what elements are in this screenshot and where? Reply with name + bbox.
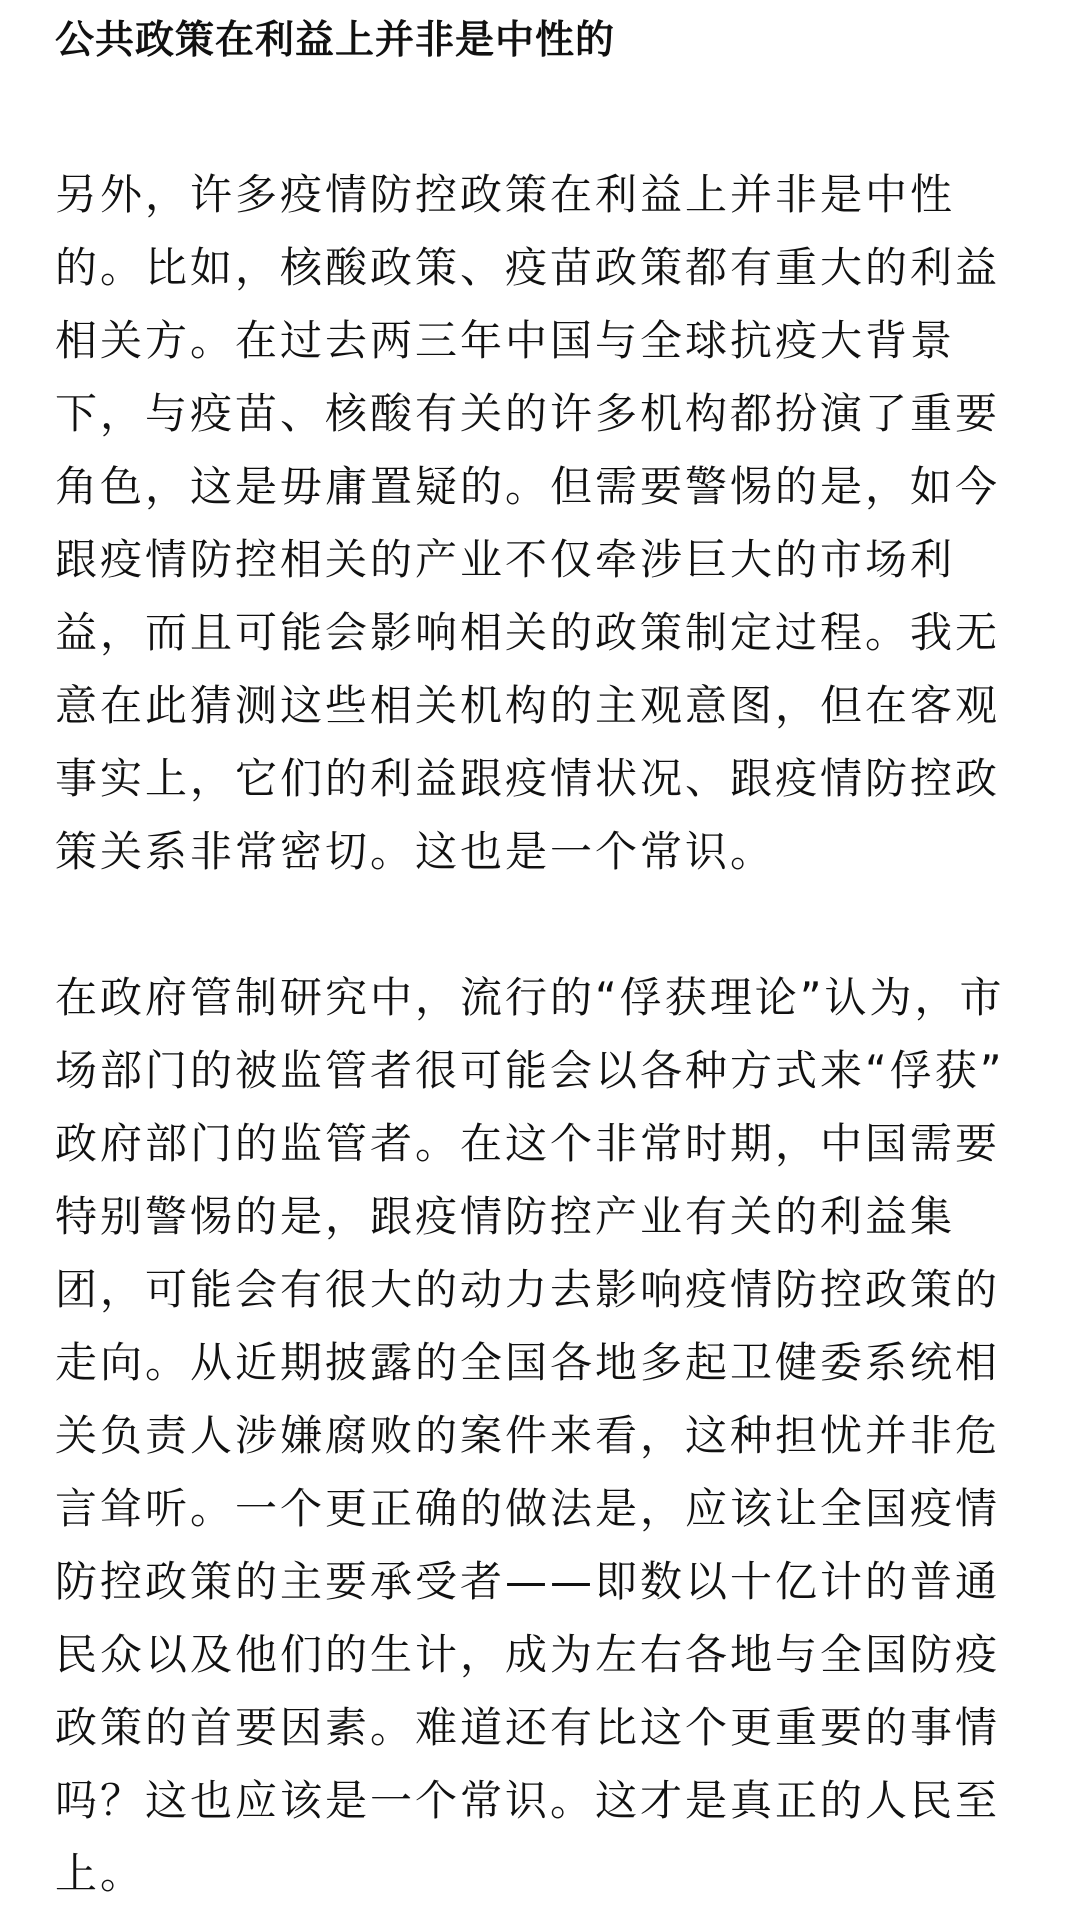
paragraph-line: 言耸听。一个更正确的做法是，应该让全国疫情 — [55, 1484, 1001, 1533]
paragraph-line: 的。比如，核酸政策、疫苗政策都有重大的利益 — [55, 243, 1001, 292]
paragraph-line: 团，可能会有很大的动力去影响疫情防控政策的 — [55, 1265, 1001, 1314]
paragraph-line: 下，与疫苗、核酸有关的许多机构都扮演了重要 — [55, 389, 1001, 438]
article-heading: 公共政策在利益上并非是中性的 — [55, 18, 616, 63]
article — [55, 0, 1035, 1910]
paragraph-line: 防控政策的主要承受者——即数以十亿计的普通 — [55, 1557, 1001, 1606]
paragraph-line: 政策的首要因素。难道还有比这个更重要的事情 — [55, 1703, 1001, 1752]
paragraph-line: 在政府管制研究中，流行的“俘获理论”认为，市 — [55, 973, 1005, 1022]
paragraph-line: 关负责人涉嫌腐败的案件来看，这种担忧并非危 — [55, 1411, 1001, 1460]
paragraph-line: 上。 — [55, 1849, 146, 1898]
paragraph-line: 益，而且可能会影响相关的政策制定过程。我无 — [55, 608, 1001, 657]
paragraph-line: 事实上，它们的利益跟疫情状况、跟疫情防控政 — [55, 754, 1001, 803]
paragraph-line: 角色，这是毋庸置疑的。但需要警惕的是，如今 — [55, 462, 1001, 511]
paragraph-line: 另外，许多疫情防控政策在利益上并非是中性 — [55, 170, 956, 219]
paragraph-line: 策关系非常密切。这也是一个常识。 — [55, 827, 776, 876]
paragraph-line: 特别警惕的是，跟疫情防控产业有关的利益集 — [55, 1192, 956, 1241]
paragraph-line: 走向。从近期披露的全国各地多起卫健委系统相 — [55, 1338, 1001, 1387]
paragraph-line: 相关方。在过去两三年中国与全球抗疫大背景 — [55, 316, 956, 365]
paragraph-line: 跟疫情防控相关的产业不仅牵涉巨大的市场利 — [55, 535, 956, 584]
paragraph-2 — [55, 961, 1035, 1910]
paragraph-line: 民众以及他们的生计，成为左右各地与全国防疫 — [55, 1630, 1001, 1679]
paragraph-line: 意在此猜测这些相关机构的主观意图，但在客观 — [55, 681, 1001, 730]
paragraph-line: 吗？这也应该是一个常识。这才是真正的人民至 — [55, 1776, 1001, 1825]
paragraph-line: 政府部门的监管者。在这个非常时期，中国需要 — [55, 1119, 1001, 1168]
paragraph-line: 场部门的被监管者很可能会以各种方式来“俘获” — [55, 1046, 1005, 1095]
paragraph-1 — [55, 158, 1035, 888]
